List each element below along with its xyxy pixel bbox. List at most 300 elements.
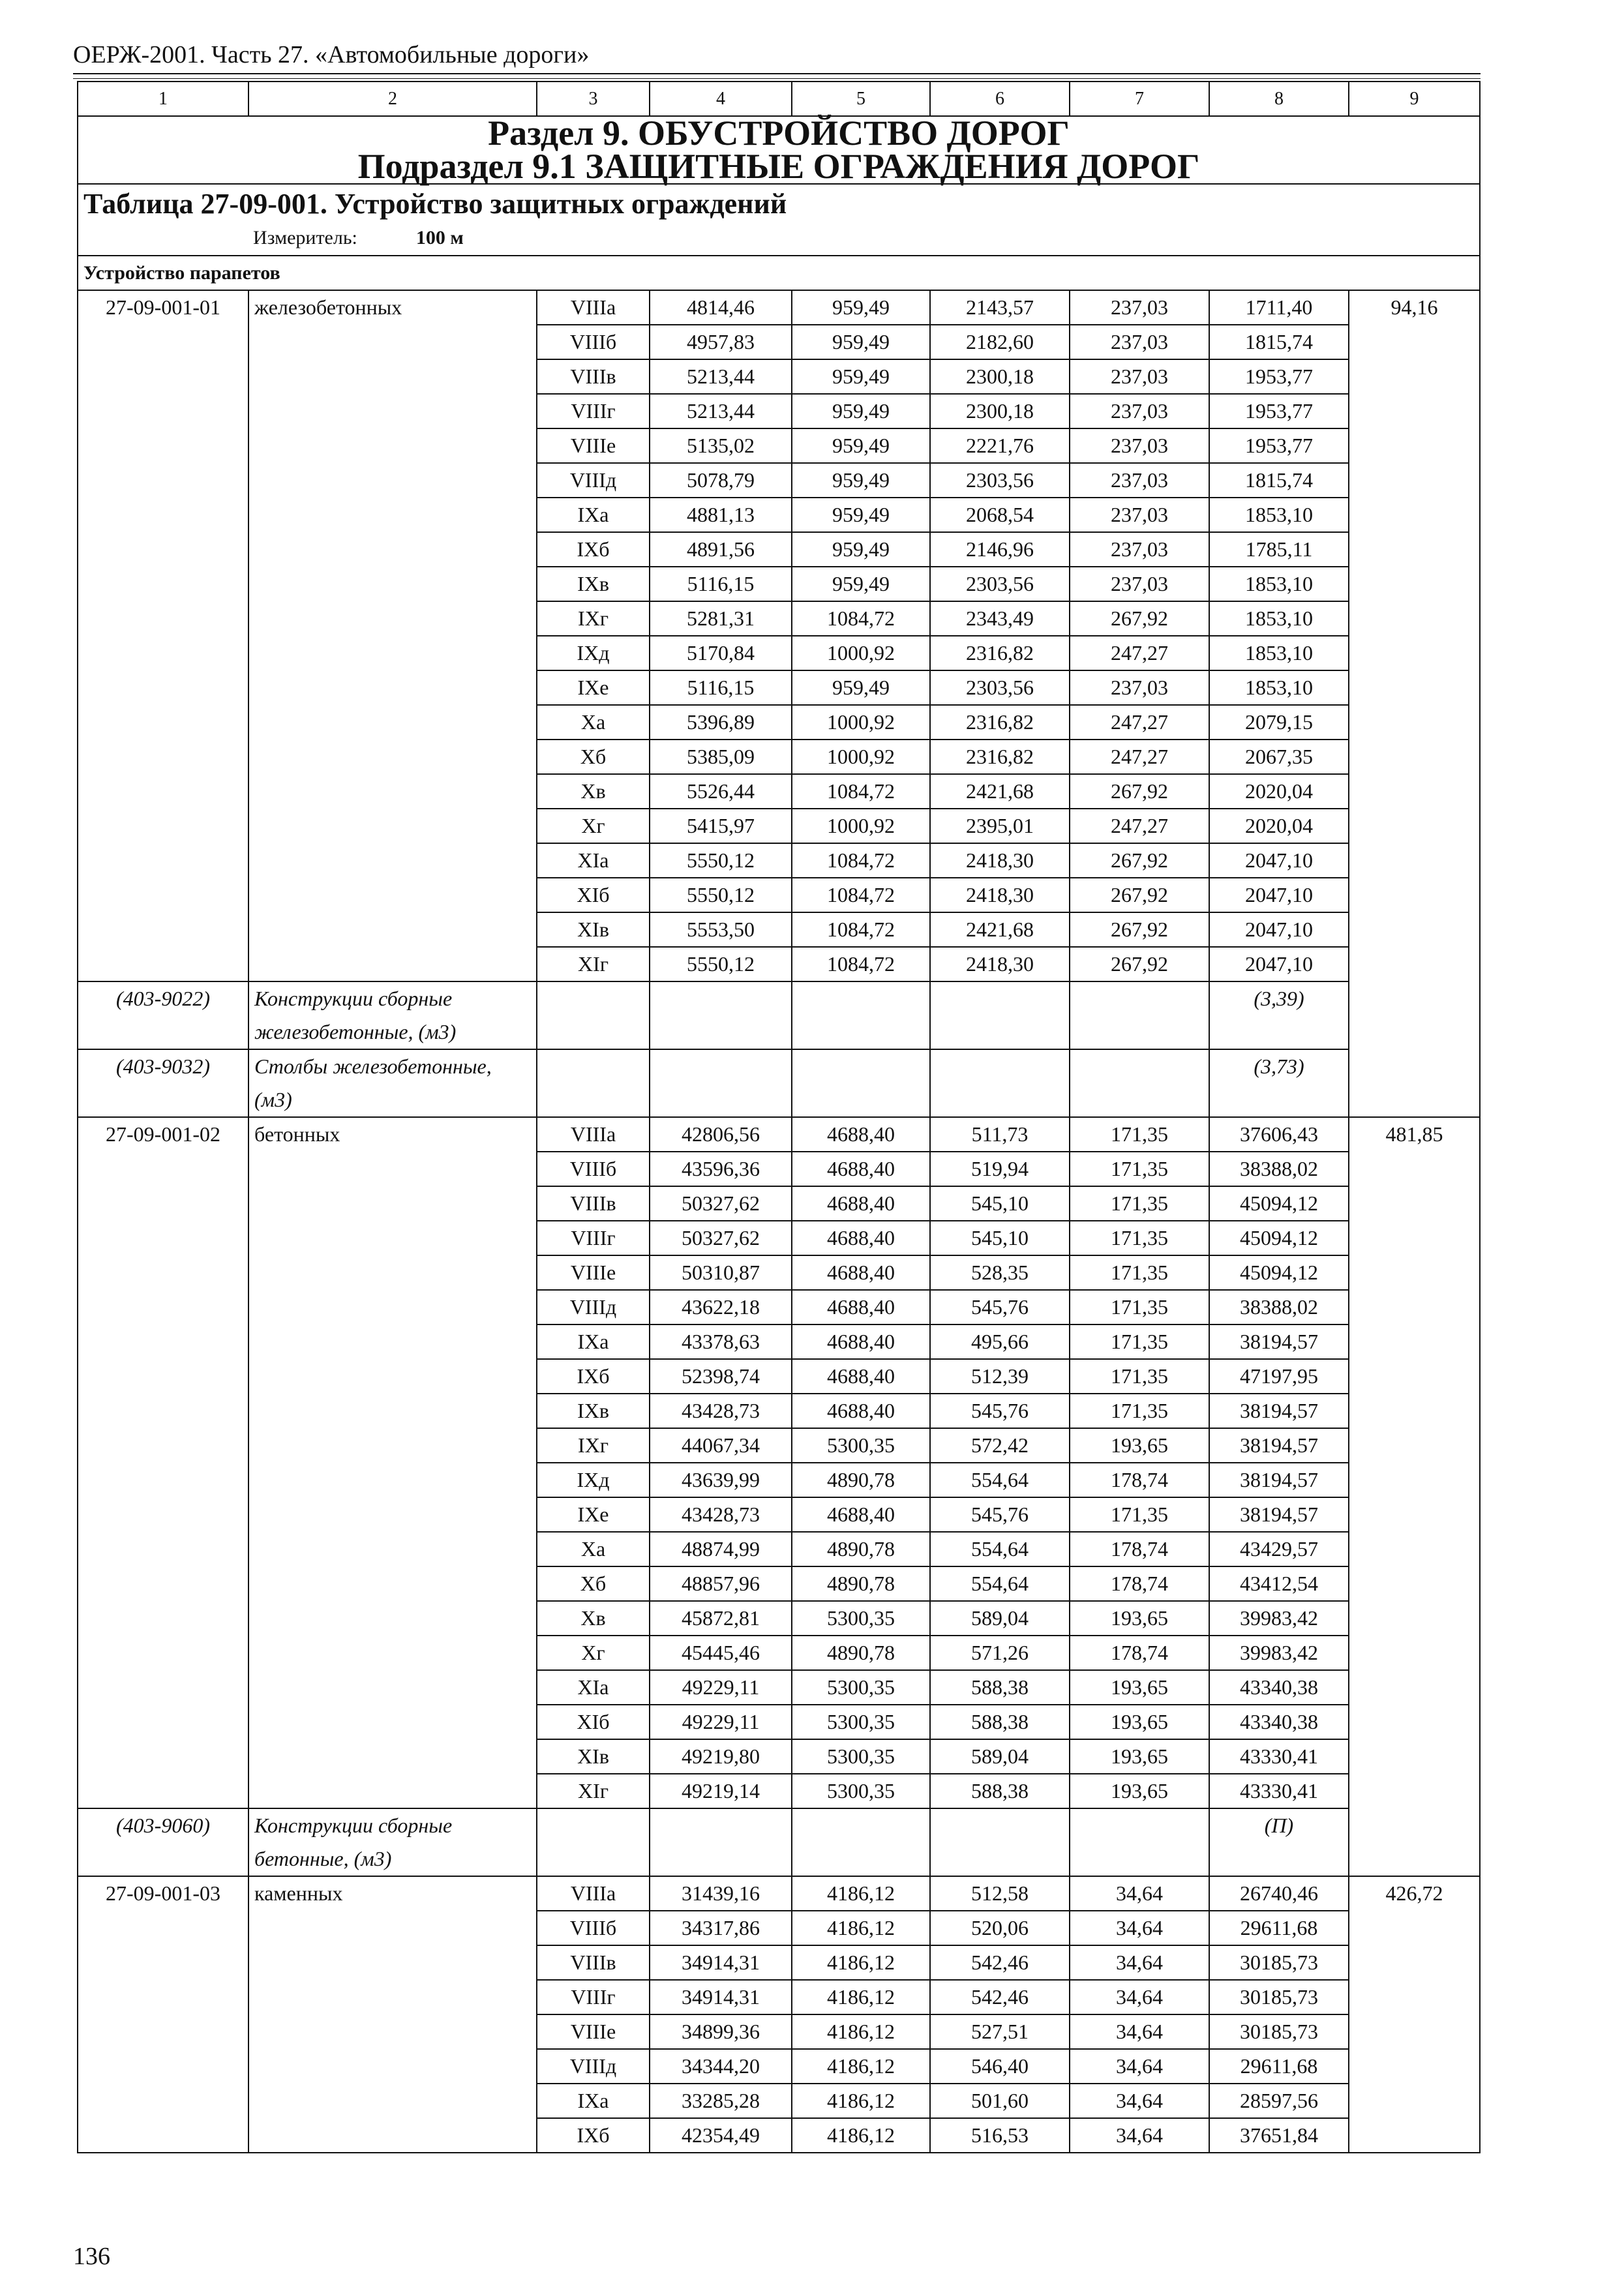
material-name: Конструкции сборные бетонные, (м3) — [248, 1808, 537, 1876]
cost-value: 512,58 — [930, 1876, 1070, 1911]
material-code: (403-9022) — [78, 981, 248, 1049]
cost-value: 50327,62 — [650, 1186, 792, 1221]
climate-zone: VIIIе — [537, 428, 650, 463]
cost-value: 43330,41 — [1209, 1774, 1349, 1808]
empty-cell — [650, 981, 792, 1049]
climate-zone: Xа — [537, 1532, 650, 1566]
cost-value: 247,27 — [1070, 740, 1209, 774]
cost-value: 237,03 — [1070, 394, 1209, 428]
cost-value: 237,03 — [1070, 670, 1209, 705]
cost-value: 4186,12 — [792, 2014, 930, 2049]
material-value: (3,39) — [1209, 981, 1349, 1049]
cost-value: 193,65 — [1070, 1705, 1209, 1739]
cost-value: 4890,78 — [792, 1463, 930, 1497]
cost-value: 959,49 — [792, 290, 930, 325]
cost-value: 4957,83 — [650, 325, 792, 359]
cost-value: 34,64 — [1070, 2084, 1209, 2118]
cost-value: 5135,02 — [650, 428, 792, 463]
cost-value: 959,49 — [792, 567, 930, 601]
climate-zone: XIг — [537, 1774, 650, 1808]
cost-value: 5300,35 — [792, 1739, 930, 1774]
cost-value: 2316,82 — [930, 740, 1070, 774]
labor-value: 94,16 — [1349, 290, 1480, 1117]
cost-value: 43428,73 — [650, 1394, 792, 1428]
empty-cell — [792, 1049, 930, 1117]
cost-value: 5550,12 — [650, 843, 792, 878]
rate-code: 27-09-001-01 — [78, 290, 248, 981]
cost-value: 4890,78 — [792, 1566, 930, 1601]
cost-value: 45445,46 — [650, 1636, 792, 1670]
cost-value: 1815,74 — [1209, 463, 1349, 498]
empty-cell — [930, 1049, 1070, 1117]
cost-value: 1000,92 — [792, 705, 930, 740]
cost-value: 45872,81 — [650, 1601, 792, 1636]
cost-value: 5415,97 — [650, 809, 792, 843]
cost-value: 1084,72 — [792, 774, 930, 809]
cost-value: 178,74 — [1070, 1532, 1209, 1566]
cost-value: 5385,09 — [650, 740, 792, 774]
cost-value: 2303,56 — [930, 463, 1070, 498]
cost-value: 38194,57 — [1209, 1463, 1349, 1497]
cost-value: 50310,87 — [650, 1255, 792, 1290]
cost-value: 959,49 — [792, 463, 930, 498]
cost-value: 588,38 — [930, 1705, 1070, 1739]
section-title-cell — [78, 113, 1480, 186]
cost-value: 237,03 — [1070, 532, 1209, 567]
material-value: (П) — [1209, 1808, 1349, 1876]
cost-value: 171,35 — [1070, 1221, 1209, 1255]
cost-value: 959,49 — [792, 325, 930, 359]
cost-value: 5300,35 — [792, 1670, 930, 1705]
cost-value: 4688,40 — [792, 1186, 930, 1221]
cost-value: 1853,10 — [1209, 670, 1349, 705]
cost-value: 29611,68 — [1209, 1911, 1349, 1945]
measure-value: 100 м — [415, 227, 464, 248]
cost-value: 5550,12 — [650, 947, 792, 981]
cost-value: 959,49 — [792, 428, 930, 463]
cost-value: 2047,10 — [1209, 843, 1349, 878]
rate-code: 27-09-001-03 — [78, 1876, 248, 2153]
cost-value: 2182,60 — [930, 325, 1070, 359]
cost-value: 28597,56 — [1209, 2084, 1349, 2118]
column-number: 7 — [1070, 82, 1209, 116]
cost-value: 171,35 — [1070, 1497, 1209, 1532]
cost-value: 1084,72 — [792, 912, 930, 947]
cost-value: 43639,99 — [650, 1463, 792, 1497]
cost-value: 2067,35 — [1209, 740, 1349, 774]
cost-value: 38194,57 — [1209, 1394, 1349, 1428]
cost-value: 1084,72 — [792, 947, 930, 981]
cost-value: 38194,57 — [1209, 1497, 1349, 1532]
climate-zone: IXб — [537, 532, 650, 567]
cost-value: 45094,12 — [1209, 1221, 1349, 1255]
cost-value: 34,64 — [1070, 1876, 1209, 1911]
cost-value: 178,74 — [1070, 1566, 1209, 1601]
cost-value: 45094,12 — [1209, 1255, 1349, 1290]
cost-value: 5300,35 — [792, 1601, 930, 1636]
climate-zone: Xб — [537, 1566, 650, 1601]
cost-value: 5553,50 — [650, 912, 792, 947]
material-code: (403-9032) — [78, 1049, 248, 1117]
cost-value: 34,64 — [1070, 2049, 1209, 2084]
cost-value: 1084,72 — [792, 878, 930, 912]
cost-value: 2300,18 — [930, 394, 1070, 428]
material-row — [78, 981, 1480, 1049]
material-row — [78, 1049, 1480, 1117]
cost-value: 2343,49 — [930, 601, 1070, 636]
cost-value: 1853,10 — [1209, 636, 1349, 670]
cost-value: 193,65 — [1070, 1774, 1209, 1808]
cost-value: 47197,95 — [1209, 1359, 1349, 1394]
cost-value: 2020,04 — [1209, 774, 1349, 809]
cost-value: 237,03 — [1070, 290, 1209, 325]
cost-value: 2303,56 — [930, 670, 1070, 705]
cost-value: 571,26 — [930, 1636, 1070, 1670]
cost-value: 43340,38 — [1209, 1705, 1349, 1739]
cost-value: 2020,04 — [1209, 809, 1349, 843]
cost-value: 554,64 — [930, 1532, 1070, 1566]
cost-value: 2418,30 — [930, 878, 1070, 912]
cost-value: 546,40 — [930, 2049, 1070, 2084]
header-rule — [73, 73, 1481, 74]
climate-zone: IXе — [537, 1497, 650, 1532]
cost-value: 545,76 — [930, 1290, 1070, 1324]
cost-value: 1815,74 — [1209, 325, 1349, 359]
table-title-cell — [78, 184, 1480, 256]
cost-value: 267,92 — [1070, 947, 1209, 981]
cost-value: 589,04 — [930, 1601, 1070, 1636]
climate-zone: Xб — [537, 740, 650, 774]
group-heading: Устройство парапетов — [78, 256, 1480, 290]
rate-name: бетонных — [248, 1117, 537, 1808]
cost-value: 527,51 — [930, 2014, 1070, 2049]
cost-value: 1853,10 — [1209, 601, 1349, 636]
climate-zone: VIIIд — [537, 1290, 650, 1324]
cost-value: 171,35 — [1070, 1359, 1209, 1394]
cost-value: 5213,44 — [650, 359, 792, 394]
cost-value: 193,65 — [1070, 1601, 1209, 1636]
table-body — [78, 82, 1480, 2153]
cost-value: 43596,36 — [650, 1152, 792, 1186]
cost-value: 39983,42 — [1209, 1601, 1349, 1636]
material-value: (3,73) — [1209, 1049, 1349, 1117]
climate-zone: VIIIг — [537, 394, 650, 428]
empty-cell — [537, 1049, 650, 1117]
cost-value: 959,49 — [792, 359, 930, 394]
column-number: 6 — [930, 82, 1070, 116]
cost-value: 247,27 — [1070, 636, 1209, 670]
empty-cell — [792, 981, 930, 1049]
cost-value: 171,35 — [1070, 1117, 1209, 1152]
cost-value: 2146,96 — [930, 532, 1070, 567]
material-name: Столбы железобетонные, (м3) — [248, 1049, 537, 1117]
cost-value: 5170,84 — [650, 636, 792, 670]
climate-zone: VIIIд — [537, 2049, 650, 2084]
column-number: 1 — [78, 82, 248, 116]
climate-zone: VIIIа — [537, 1117, 650, 1152]
climate-zone: IXе — [537, 670, 650, 705]
climate-zone: IXб — [537, 1359, 650, 1394]
cost-value: 4688,40 — [792, 1255, 930, 1290]
cost-value: 4688,40 — [792, 1290, 930, 1324]
empty-cell — [1070, 1049, 1209, 1117]
climate-zone: VIIIб — [537, 1152, 650, 1186]
cost-value: 42354,49 — [650, 2118, 792, 2153]
cost-value: 267,92 — [1070, 878, 1209, 912]
climate-zone: VIIIд — [537, 463, 650, 498]
empty-cell — [930, 1808, 1070, 1876]
climate-zone: IXг — [537, 601, 650, 636]
cost-value: 49219,80 — [650, 1739, 792, 1774]
cost-value: 43378,63 — [650, 1324, 792, 1359]
cost-value: 2068,54 — [930, 498, 1070, 532]
cost-value: 545,10 — [930, 1186, 1070, 1221]
column-number: 8 — [1209, 82, 1349, 116]
section-title: Раздел 9. ОБУСТРОЙСТВО ДОРОГ — [488, 113, 1070, 153]
cost-value: 43429,57 — [1209, 1532, 1349, 1566]
cost-value: 5078,79 — [650, 463, 792, 498]
cost-value: 34914,31 — [650, 1980, 792, 2014]
cost-value: 193,65 — [1070, 1739, 1209, 1774]
climate-zone: VIIIв — [537, 359, 650, 394]
cost-value: 171,35 — [1070, 1290, 1209, 1324]
cost-value: 34317,86 — [650, 1911, 792, 1945]
cost-value: 2303,56 — [930, 567, 1070, 601]
climate-zone: VIIIг — [537, 1980, 650, 2014]
cost-value: 2418,30 — [930, 947, 1070, 981]
cost-value: 30185,73 — [1209, 1980, 1349, 2014]
cost-value: 42806,56 — [650, 1117, 792, 1152]
cost-value: 2421,68 — [930, 912, 1070, 947]
labor-value: 426,72 — [1349, 1876, 1480, 2153]
climate-zone: XIб — [537, 1705, 650, 1739]
section-title-row — [78, 116, 1480, 184]
climate-zone: VIIIв — [537, 1945, 650, 1980]
cost-value: 34,64 — [1070, 2118, 1209, 2153]
cost-value: 4186,12 — [792, 2084, 930, 2118]
cost-value: 5281,31 — [650, 601, 792, 636]
group-heading-row — [78, 256, 1480, 290]
cost-value: 520,06 — [930, 1911, 1070, 1945]
cost-value: 4186,12 — [792, 1876, 930, 1911]
cost-value: 33285,28 — [650, 2084, 792, 2118]
cost-value: 52398,74 — [650, 1359, 792, 1394]
cost-value: 2047,10 — [1209, 947, 1349, 981]
cost-value: 2395,01 — [930, 809, 1070, 843]
cost-value: 959,49 — [792, 394, 930, 428]
climate-zone: IXг — [537, 1428, 650, 1463]
cost-value: 171,35 — [1070, 1394, 1209, 1428]
cost-value: 4186,12 — [792, 2049, 930, 2084]
cost-value: 247,27 — [1070, 705, 1209, 740]
cost-value: 237,03 — [1070, 359, 1209, 394]
cost-value: 554,64 — [930, 1566, 1070, 1601]
cost-value: 267,92 — [1070, 912, 1209, 947]
cost-value: 516,53 — [930, 2118, 1070, 2153]
cost-value: 43622,18 — [650, 1290, 792, 1324]
cost-value: 545,10 — [930, 1221, 1070, 1255]
cost-value: 34899,36 — [650, 2014, 792, 2049]
cost-value: 267,92 — [1070, 774, 1209, 809]
climate-zone: IXа — [537, 498, 650, 532]
cost-value: 5116,15 — [650, 567, 792, 601]
cost-value: 5300,35 — [792, 1428, 930, 1463]
document-header: ОЕРЖ-2001. Часть 27. «Автомобильные дороги» — [73, 41, 590, 68]
cost-value: 44067,34 — [650, 1428, 792, 1463]
climate-zone: VIIIб — [537, 1911, 650, 1945]
climate-zone: Xв — [537, 1601, 650, 1636]
cost-value: 4890,78 — [792, 1532, 930, 1566]
cost-value: 5300,35 — [792, 1774, 930, 1808]
cost-value: 34,64 — [1070, 1945, 1209, 1980]
cost-value: 178,74 — [1070, 1463, 1209, 1497]
climate-zone: Xа — [537, 705, 650, 740]
empty-cell — [537, 1808, 650, 1876]
cost-value: 237,03 — [1070, 567, 1209, 601]
cost-value: 30185,73 — [1209, 1945, 1349, 1980]
cost-value: 26740,46 — [1209, 1876, 1349, 1911]
cost-value: 34344,20 — [650, 2049, 792, 2084]
cost-value: 4688,40 — [792, 1497, 930, 1532]
rate-code: 27-09-001-02 — [78, 1117, 248, 1808]
cost-value: 4688,40 — [792, 1221, 930, 1255]
cost-value: 237,03 — [1070, 428, 1209, 463]
table-row — [78, 290, 1480, 325]
cost-value: 542,46 — [930, 1945, 1070, 1980]
empty-cell — [537, 981, 650, 1049]
rate-name: каменных — [248, 1876, 537, 2153]
empty-cell — [650, 1049, 792, 1117]
empty-cell — [792, 1808, 930, 1876]
climate-zone: XIг — [537, 947, 650, 981]
cost-value: 4688,40 — [792, 1117, 930, 1152]
cost-value: 4186,12 — [792, 1945, 930, 1980]
cost-value: 5213,44 — [650, 394, 792, 428]
climate-zone: IXв — [537, 567, 650, 601]
climate-zone: VIIIг — [537, 1221, 650, 1255]
cost-value: 171,35 — [1070, 1324, 1209, 1359]
cost-value: 38194,57 — [1209, 1324, 1349, 1359]
cost-value: 4881,13 — [650, 498, 792, 532]
empty-cell — [1070, 1808, 1209, 1876]
cost-value: 1785,11 — [1209, 532, 1349, 567]
cost-value: 959,49 — [792, 670, 930, 705]
cost-value: 495,66 — [930, 1324, 1070, 1359]
cost-value: 554,64 — [930, 1463, 1070, 1497]
labor-value: 481,85 — [1349, 1117, 1480, 1876]
cost-value: 171,35 — [1070, 1255, 1209, 1290]
table-title: Таблица 27-09-001. Устройство защитных ограждений — [83, 188, 787, 220]
climate-zone: XIб — [537, 878, 650, 912]
cost-value: 267,92 — [1070, 843, 1209, 878]
cost-value: 237,03 — [1070, 325, 1209, 359]
cost-value: 267,92 — [1070, 601, 1209, 636]
cost-value: 49229,11 — [650, 1705, 792, 1739]
cost-value: 572,42 — [930, 1428, 1070, 1463]
cost-value: 2047,10 — [1209, 912, 1349, 947]
cost-value: 1000,92 — [792, 809, 930, 843]
cost-value: 1953,77 — [1209, 359, 1349, 394]
cost-value: 49219,14 — [650, 1774, 792, 1808]
material-name: Конструкции сборные железобетонные, (м3) — [248, 981, 537, 1049]
climate-zone: VIIIб — [537, 325, 650, 359]
column-number: 5 — [792, 82, 930, 116]
cost-value: 4891,56 — [650, 532, 792, 567]
cost-value: 178,74 — [1070, 1636, 1209, 1670]
cost-value: 43428,73 — [650, 1497, 792, 1532]
climate-zone: Xг — [537, 809, 650, 843]
cost-value: 37606,43 — [1209, 1117, 1349, 1152]
cost-value: 1953,77 — [1209, 428, 1349, 463]
page-number: 136 — [73, 2243, 110, 2270]
cost-value: 528,35 — [930, 1255, 1070, 1290]
climate-zone: XIа — [537, 843, 650, 878]
table-title-row — [78, 184, 1480, 256]
cost-value: 39983,42 — [1209, 1636, 1349, 1670]
cost-value: 959,49 — [792, 498, 930, 532]
cost-value: 501,60 — [930, 2084, 1070, 2118]
cost-value: 48857,96 — [650, 1566, 792, 1601]
cost-value: 1084,72 — [792, 843, 930, 878]
cost-value: 2221,76 — [930, 428, 1070, 463]
cost-value: 5526,44 — [650, 774, 792, 809]
cost-value: 247,27 — [1070, 809, 1209, 843]
cost-value: 193,65 — [1070, 1670, 1209, 1705]
cost-value: 171,35 — [1070, 1186, 1209, 1221]
cost-value: 237,03 — [1070, 463, 1209, 498]
empty-cell — [930, 981, 1070, 1049]
cost-value: 2047,10 — [1209, 878, 1349, 912]
cost-value: 31439,16 — [650, 1876, 792, 1911]
cost-value: 43330,41 — [1209, 1739, 1349, 1774]
cost-value: 49229,11 — [650, 1670, 792, 1705]
climate-zone: VIIIа — [537, 290, 650, 325]
cost-value: 5300,35 — [792, 1705, 930, 1739]
empty-cell — [1070, 981, 1209, 1049]
cost-value: 4688,40 — [792, 1324, 930, 1359]
cost-value: 4186,12 — [792, 2118, 930, 2153]
cost-value: 237,03 — [1070, 498, 1209, 532]
cost-value: 38388,02 — [1209, 1152, 1349, 1186]
cost-value: 2316,82 — [930, 636, 1070, 670]
cost-value: 43340,38 — [1209, 1670, 1349, 1705]
cost-value: 5550,12 — [650, 878, 792, 912]
climate-zone: VIIIе — [537, 1255, 650, 1290]
cost-value: 4186,12 — [792, 1980, 930, 2014]
climate-zone: VIIIа — [537, 1876, 650, 1911]
climate-zone: VIIIе — [537, 2014, 650, 2049]
cost-value: 38194,57 — [1209, 1428, 1349, 1463]
cost-value: 588,38 — [930, 1670, 1070, 1705]
rate-name: железобетонных — [248, 290, 537, 981]
cost-value: 48874,99 — [650, 1532, 792, 1566]
material-code: (403-9060) — [78, 1808, 248, 1876]
cost-value: 4186,12 — [792, 1911, 930, 1945]
column-number: 9 — [1349, 82, 1480, 116]
cost-value: 50327,62 — [650, 1221, 792, 1255]
climate-zone: XIв — [537, 1739, 650, 1774]
cost-value: 519,94 — [930, 1152, 1070, 1186]
cost-value: 959,49 — [792, 532, 930, 567]
material-row — [78, 1808, 1480, 1876]
cost-value: 2418,30 — [930, 843, 1070, 878]
cost-value: 2421,68 — [930, 774, 1070, 809]
climate-zone: IXа — [537, 2084, 650, 2118]
cost-value: 588,38 — [930, 1774, 1070, 1808]
cost-value: 193,65 — [1070, 1428, 1209, 1463]
climate-zone: IXа — [537, 1324, 650, 1359]
cost-value: 43412,54 — [1209, 1566, 1349, 1601]
